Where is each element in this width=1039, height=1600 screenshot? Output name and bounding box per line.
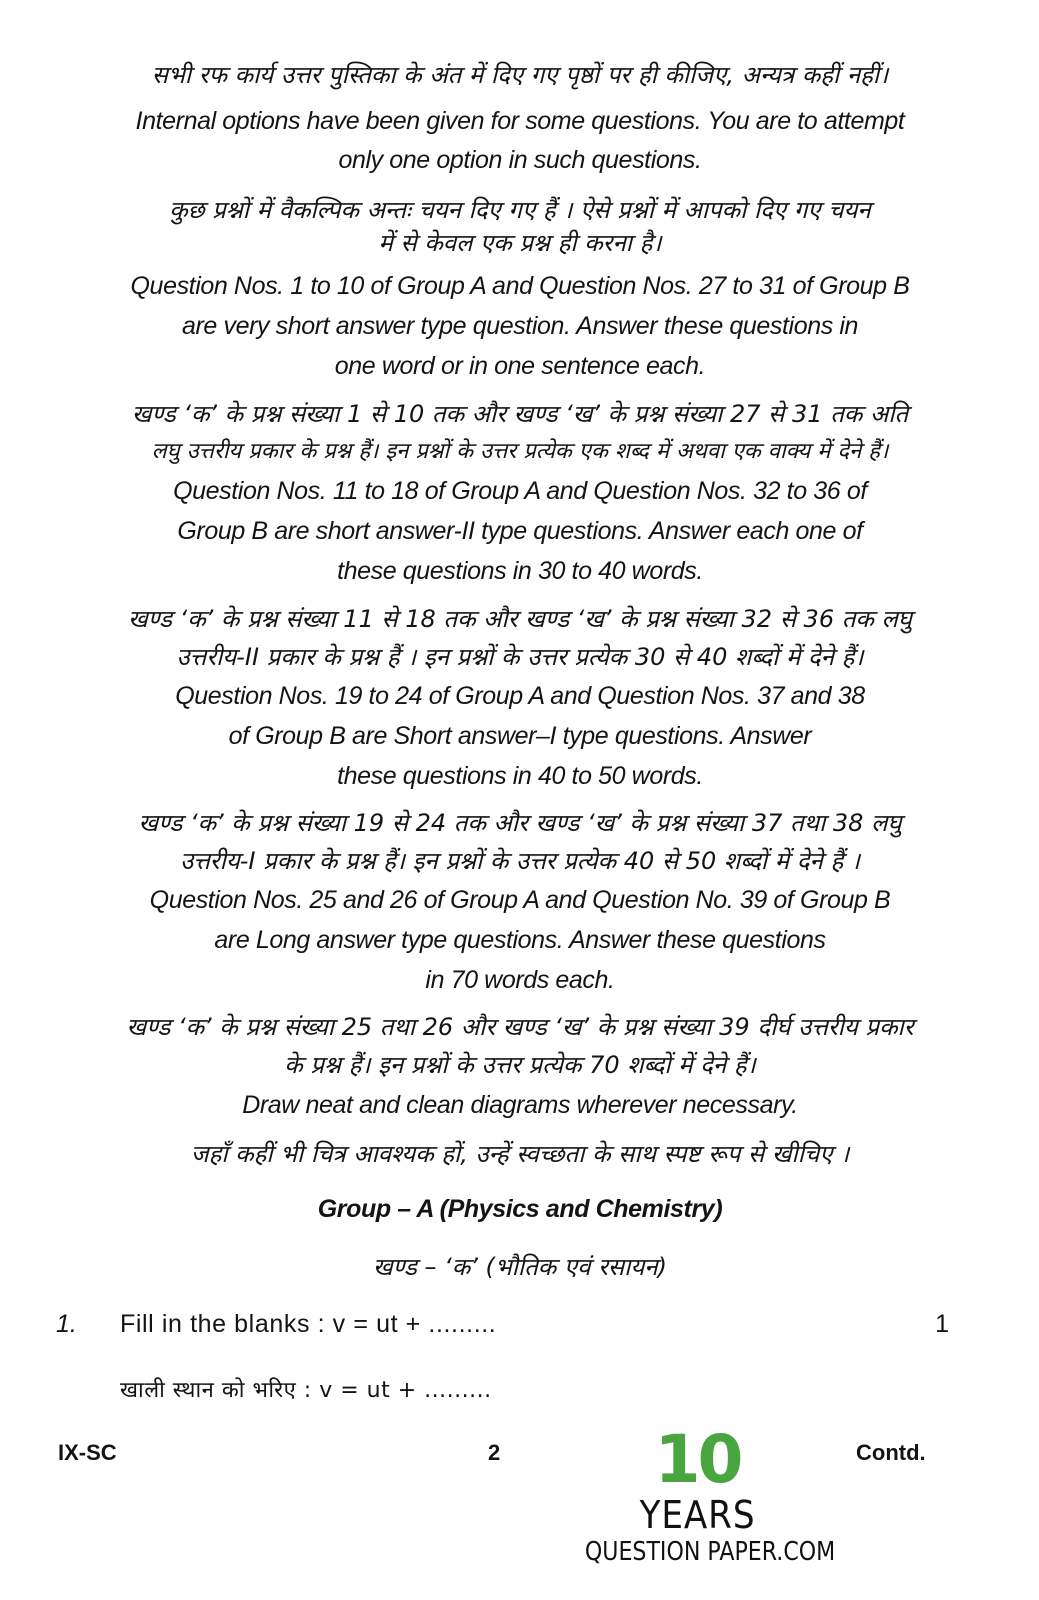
la-instruction-hi-line2: के प्रश्न हैं। इन प्रश्नों के उत्तर प्रत्येक 70 शब्दों में देने हैं। [284,1051,756,1079]
question-1-text-en: Fill in the blanks : v = ut + ......... [120,1310,497,1338]
diagrams-instruction-en: Draw neat and clean diagrams wherever necessary. [242,1091,798,1119]
rough-work-instruction-hi: सभी रफ कार्य उत्तर पुस्तिका के अंत में दिए गए पृष्ठों पर ही कीजिए, अन्यत्र कहीं नहीं। [151,61,889,89]
logo-years: YEARS [639,1493,756,1537]
sa2-instruction-en-line1: Question Nos. 11 to 18 of Group A and Question Nos. 32 to 36 of [173,477,867,505]
la-instruction-en-line1: Question Nos. 25 and 26 of Group A and Question No. 39 of Group B [149,886,891,914]
diagrams-instruction-hi: जहाँ कहीं भी चित्र आवश्यक हों, उन्हें स्वच्छता के साथ स्पष्ट रूप से खीचिए । [190,1140,850,1168]
vsa-instruction-en-line2: are very short answer type question. Answer these questions in [181,312,859,340]
vsa-instruction-hi-line1: खण्ड ‘क’ के प्रश्न संख्या 1 से 10 तक और खण्ड ‘ख’ के प्रश्न संख्या 27 से 31 तक अति [131,400,909,428]
logo-number: 10 [654,1421,741,1498]
sa2-instruction-en-line2: Group B are short answer-II type questions. Answer each one of [177,517,863,545]
vsa-instruction-en-line1: Question Nos. 1 to 10 of Group A and Question Nos. 27 to 31 of Group B [130,272,910,300]
sa1-instruction-hi-line1: खण्ड ‘क’ के प्रश्न संख्या 19 से 24 तक और खण्ड ‘ख’ के प्रश्न संख्या 37 तथा 38 लघु [138,809,902,837]
group-title-hi: खण्ड – ‘क’ (भौतिक एवं रसायन) [373,1253,667,1281]
continued-label: Contd. [856,1440,926,1465]
sa1-instruction-hi-line2: उत्तरीय-I प्रकार के प्रश्न हैं। इन प्रश्नों के उत्तर प्रत्येक 40 से 50 शब्दों में देने हैं । [180,847,860,875]
sa1-instruction-en-line2: of Group B are Short answer–I type questions. Answer [228,722,812,750]
question-1-text-hi: खाली स्थान को भरिए : v = ut + ......... [120,1378,492,1403]
paper-code: IX-SC [58,1440,117,1465]
page-number: 2 [488,1440,501,1465]
question-number: 1. [56,1310,77,1338]
group-title-en: Group – A (Physics and Chemistry) [317,1195,723,1223]
sa1-instruction-en-line3: these questions in 40 to 50 words. [337,762,703,790]
la-instruction-hi-line1: खण्ड ‘क’ के प्रश्न संख्या 25 तथा 26 और खण्ड ‘ख’ के प्रश्न संख्या 39 दीर्घ उत्तरीय प्रकार [126,1013,914,1041]
options-instruction-en-line2: only one option in such questions. [338,146,702,174]
question-1-marks: 1 [935,1310,949,1338]
vsa-instruction-hi-line2: लघु उत्तरीय प्रकार के प्रश्न हैं। इन प्रश्नों के उत्तर प्रत्येक एक शब्द में अथवा एक वाक्य में देने हैं। [151,439,889,464]
logo-site: QUESTION PAPER.COM [584,1537,836,1567]
sa2-instruction-en-line3: these questions in 30 to 40 words. [337,557,703,585]
sa2-instruction-hi-line1: खण्ड ‘क’ के प्रश्न संख्या 11 से 18 तक और खण्ड ‘ख’ के प्रश्न संख्या 32 से 36 तक लघु [128,605,912,633]
sa1-instruction-en-line1: Question Nos. 19 to 24 of Group A and Question Nos. 37 and 38 [175,682,865,710]
options-instruction-hi-line2: में से केवल एक प्रश्न ही करना है। [378,229,662,257]
la-instruction-en-line3: in 70 words each. [425,966,615,994]
sa2-instruction-hi-line2: उत्तरीय-II प्रकार के प्रश्न हैं । इन प्रश्नों के उत्तर प्रत्येक 30 से 40 शब्दों में देने हैं। [176,643,864,671]
options-instruction-hi-line1: कुछ प्रश्नों में वैकल्पिक अन्तः चयन दिए गए हैं । ऐसे प्रश्नों में आपको दिए गए चयन [169,196,871,224]
ten-years-question-paper-logo [565,1421,836,1595]
la-instruction-en-line2: are Long answer type questions. Answer these questions [214,926,826,954]
options-instruction-en-line1: Internal options have been given for some questions. You are to attempt [135,107,905,135]
vsa-instruction-en-line3: one word or in one sentence each. [334,352,706,380]
